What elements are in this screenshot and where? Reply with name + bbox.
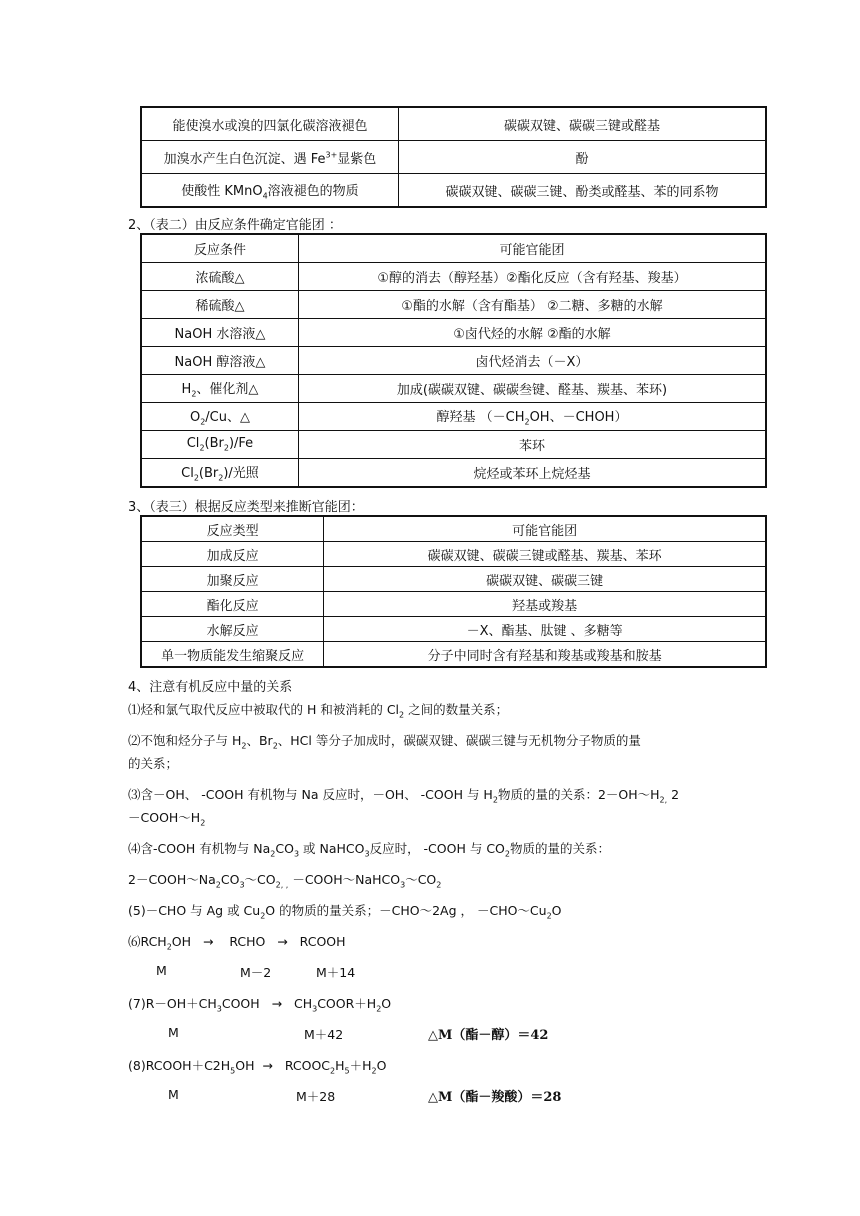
table-cell: 加聚反应	[141, 567, 324, 592]
table-cell: 能使溴水或溴的四氯化碳溶液褪色	[141, 107, 398, 141]
paragraph-2-cont: 的关系；	[128, 756, 179, 771]
table-cell: 分子中同时含有羟基和羧基或羧基和胺基	[324, 642, 766, 668]
table-cell: 羟基或羧基	[324, 592, 766, 617]
table-row	[141, 617, 766, 642]
paragraph-2: ⑵不饱和烃分子与 $H_2$、$Br_2$、HCl 等分子加成时，碳碳双键、碳碳三键与无机物分子物质的量	[128, 733, 641, 751]
table-cell: 卤代烃消去（－X）	[298, 347, 766, 375]
mass-label: M＋42	[304, 1027, 344, 1042]
table-header-cell: 可能官能团	[324, 516, 766, 542]
table-cell: 苯环	[298, 431, 766, 459]
paragraph-7: $(7)R-OH+CH_3COOH$ → $CH_3COOR+H_2O$	[128, 996, 392, 1014]
table-header-row	[141, 234, 766, 263]
table-cell: $Cl_2(Br_2)/Fe$	[141, 431, 298, 459]
table-row	[141, 403, 766, 431]
table-cell: $O_2/Cu$、△	[141, 403, 298, 431]
table-row	[141, 263, 766, 291]
table-cell: 加成(碳碳双键、碳碳叁键、醛基、羰基、苯环)	[298, 375, 766, 403]
table-row	[141, 542, 766, 567]
table-row	[141, 107, 766, 141]
table-row	[141, 174, 766, 208]
mass-label: M	[156, 963, 167, 978]
table-cell: 浓硫酸△	[141, 263, 298, 291]
table-header-cell: 反应类型	[141, 516, 324, 542]
paragraph-3: ⑶含－OH、 -COOH 有机物与 Na 反应时，－OH、 -COOH 与 $H_2$物质的量的关系：$2-OH\sim H_{2,}$ 2	[128, 787, 680, 805]
table-row	[141, 347, 766, 375]
delta-mass-label: △M（酯－羧酸）＝28	[428, 1090, 562, 1105]
paragraph-5: (5)－CHO 与 Ag 或 $Cu_2O$ 的物质的量关系；－CHO～2Ag ， $-CHO\sim Cu_2O$	[128, 903, 562, 921]
table-2	[140, 233, 767, 488]
table-cell: $H_2$、催化剂△	[141, 375, 298, 403]
delta-mass-label: △M（酯－醇）＝42	[428, 1028, 549, 1043]
table-header-row	[141, 516, 766, 542]
table-row	[141, 459, 766, 488]
table-cell: 加溴水产生白色沉淀、遇 $Fe^{3+}$显紫色	[141, 141, 398, 174]
table-cell: 酚	[398, 141, 766, 174]
table-cell: $Cl_2(Br_2)/$光照	[141, 459, 298, 488]
table-cell: 碳碳双键、碳碳三键或醛基	[398, 107, 766, 141]
table-cell: 单一物质能发生缩聚反应	[141, 642, 324, 668]
table-3	[140, 515, 767, 668]
table-cell: －X、酯基、肽键 、多糖等	[324, 617, 766, 642]
table-cell: 水解反应	[141, 617, 324, 642]
table-1	[140, 106, 767, 208]
table-cell: NaOH 水溶液△	[141, 319, 298, 347]
table-cell: 碳碳双键、碳碳三键、酚类或醛基、苯的同系物	[398, 174, 766, 208]
table-cell: 烷烃或苯环上烷烃基	[298, 459, 766, 488]
table-cell: 碳碳双键、碳碳三键或醛基、羰基、苯环	[324, 542, 766, 567]
table-row	[141, 431, 766, 459]
table-cell: ①醇的消去（醇羟基）②酯化反应（含有羟基、羧基）	[298, 263, 766, 291]
table-cell: 碳碳双键、碳碳三键	[324, 567, 766, 592]
table-cell: 醇羟基 （$-CH_2OH$、－CHOH）	[298, 403, 766, 431]
table-row	[141, 291, 766, 319]
table-row	[141, 567, 766, 592]
table-row	[141, 592, 766, 617]
table-cell: ①卤代烃的水解 ②酯的水解	[298, 319, 766, 347]
table-header-cell: 反应条件	[141, 234, 298, 263]
table-header-cell: 可能官能团	[298, 234, 766, 263]
section-2-title: 2、（表二）由反应条件确定官能团 ：	[128, 218, 342, 233]
table-cell: 使酸性 KMnO$_4$溶液褪色的物质	[141, 174, 398, 208]
table-cell: 稀硫酸△	[141, 291, 298, 319]
table-cell: NaOH 醇溶液△	[141, 347, 298, 375]
paragraph-6: $⑹RCH_2OH$ → RCHO → RCOOH	[128, 934, 346, 952]
section-3-title: 3、（表三）根据反应类型来推断官能团：	[128, 500, 364, 515]
paragraph-4-cont: $2-COOH\sim Na_2CO_3\sim CO_{2, ,}$ $-COOH\sim NaHCO_3\sim CO_2$	[128, 872, 442, 890]
mass-label: M＋28	[296, 1089, 336, 1104]
table-row	[141, 319, 766, 347]
table-cell: ①酯的水解（含有酯基） ②二糖、多糖的水解	[298, 291, 766, 319]
mass-label: M	[168, 1087, 179, 1102]
section-4-title: 4、注意有机反应中量的关系	[128, 680, 293, 695]
table-row	[141, 141, 766, 174]
mass-label: M	[168, 1025, 179, 1040]
table-cell: 酯化反应	[141, 592, 324, 617]
paragraph-3-cont: $-COOH\sim H_2$	[128, 810, 206, 828]
paragraph-4: ⑷含-COOH 有机物与 $Na_2CO_3$ 或 NaHCO$_3$反应时， -COOH 与 $CO_2$物质的量的关系：	[128, 841, 610, 859]
mass-label: M－2	[240, 965, 272, 980]
mass-label: M＋14	[316, 965, 356, 980]
paragraph-8: $(8)RCOOH+C2H_5OH$ → $RCOOC_2H_5+H_2O$	[128, 1058, 387, 1076]
table-row	[141, 375, 766, 403]
paragraph-1: ⑴烃和氯气取代反应中被取代的 H 和被消耗的 $Cl_2$ 之间的数量关系；	[128, 702, 509, 720]
table-row	[141, 642, 766, 668]
table-cell: 加成反应	[141, 542, 324, 567]
